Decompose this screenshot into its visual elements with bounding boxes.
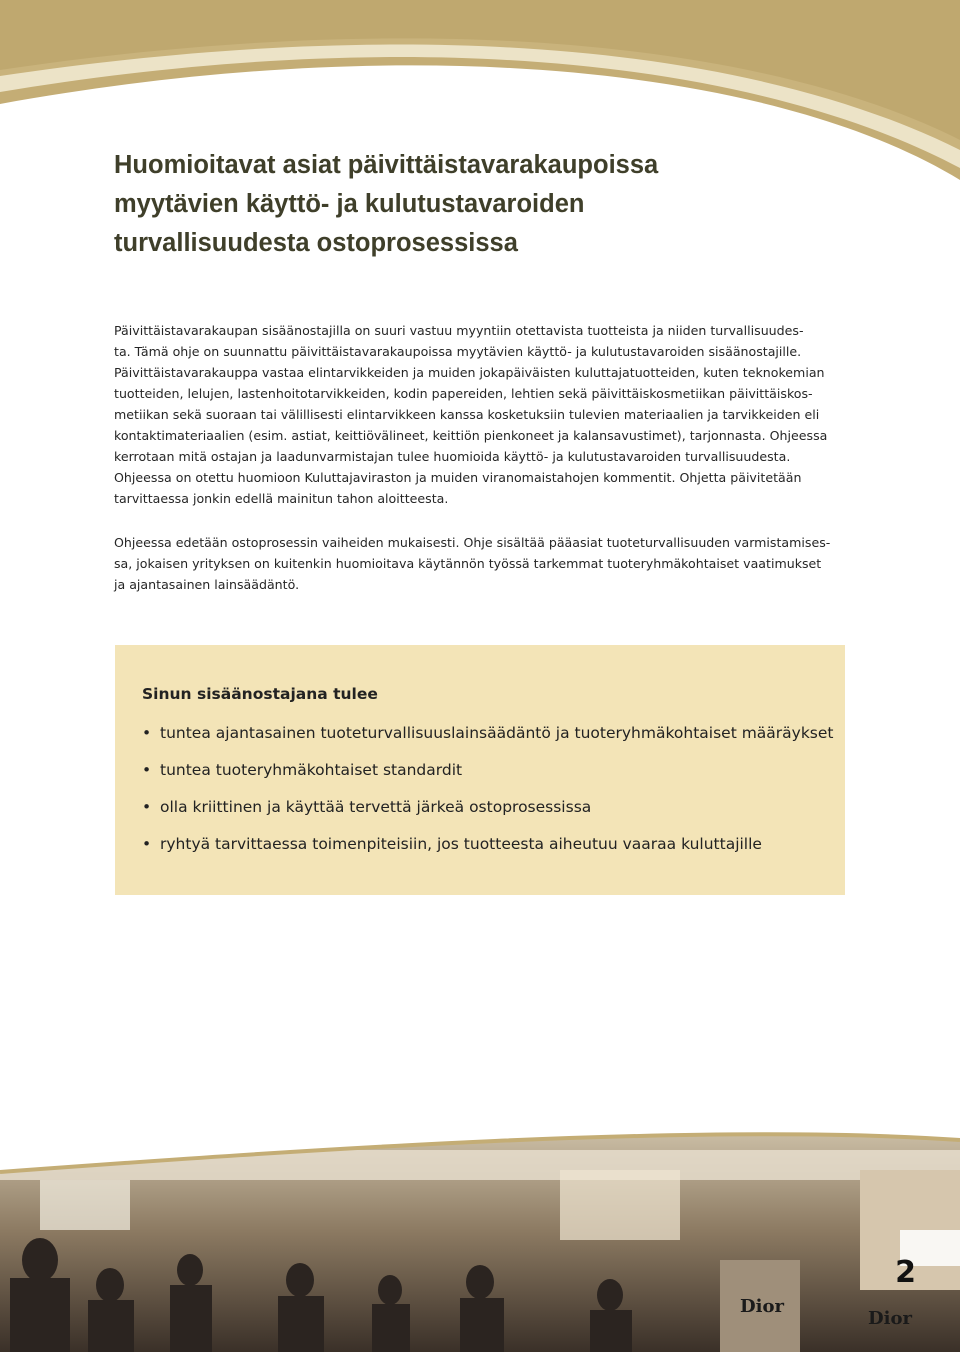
list-item-text: tuntea ajantasainen tuoteturvallisuuslainsäädäntö ja tuoteryhmäkohtaiset määräykset: [160, 724, 834, 742]
text-line: Päivittäistavarakauppa vastaa elintarvikkeiden ja muiden jokapäiväisten kuluttajatuotteiden, kuten teknokemian: [114, 365, 825, 380]
text-line: tuotteiden, lelujen, lastenhoitotarvikkeiden, kodin papereiden, lehtien sekä päivittäiskosmetiikan päivittäiskos-: [114, 386, 813, 401]
requirements-list: [142, 721, 834, 869]
buyer-requirements-box: [115, 645, 845, 895]
list-item: [142, 758, 834, 795]
text-line: ja ajantasainen lainsäädäntö.: [114, 577, 300, 592]
store-sign-text: Dior: [740, 1296, 784, 1317]
text-line: kontaktimateriaalien (esim. astiat, keittiövälineet, keittiön pienkoneet ja kalansavustimet), tarjonnasta. Ohjeessa: [114, 428, 828, 443]
text-line: sa, jokaisen yrityksen on kuitenkin huomioitava käytännön työssä tarkemmat tuoteryhmäkohtaiset vaatimukset: [114, 556, 822, 571]
store-photo: [0, 1110, 960, 1352]
text-line: Päivittäistavarakaupan sisäänostajilla on suuri vastuu myyntiin otettavista tuotteista ja niiden turvallisuudes-: [114, 323, 804, 338]
text-line: Ohjeessa on otettu huomioon Kuluttajaviraston ja muiden viranomaistahojen kommentit. Ohjetta päivitetään: [114, 470, 802, 485]
list-item-text: ryhtyä tarvittaessa toimenpiteisiin, jos tuotteesta aiheutuu vaaraa kuluttajille: [160, 835, 762, 853]
list-item: [142, 721, 834, 758]
list-item-text: tuntea tuoteryhmäkohtaiset standardit: [160, 761, 463, 779]
page-number: 2: [895, 1255, 916, 1290]
bullet-icon: •: [142, 761, 152, 779]
page-title: [114, 146, 814, 263]
bullet-icon: •: [142, 724, 152, 742]
list-item: [142, 795, 834, 832]
text-line: ta. Tämä ohje on suunnattu päivittäistavarakaupoissa myytävien käyttö- ja kulutustavaroiden sisäänostajille.: [114, 344, 802, 359]
list-item-text: olla kriittinen ja käyttää tervettä järkeä ostoprosessissa: [160, 798, 592, 816]
callout-heading: Sinun sisäänostajana tulee: [142, 685, 378, 703]
title-line: myytävien käyttö- ja kulutustavaroiden: [114, 190, 585, 218]
text-line: metiikan sekä suoraan tai välillisesti elintarvikkeen kanssa kosketuksiin tulevien materiaalien ja tarvikkeiden eli: [114, 407, 820, 422]
text-line: tarvittaessa jonkin edellä mainitun tahon aloitteesta.: [114, 491, 449, 506]
bullet-icon: •: [142, 835, 152, 853]
text-line: kerrotaan mitä ostajan ja laadunvarmistajan tulee huomioida käyttö- ja kulutustavaroiden turvallisuudesta.: [114, 449, 791, 464]
text-line: Ohjeessa edetään ostoprosessin vaiheiden mukaisesti. Ohje sisältää pääasiat tuoteturvallisuuden varmistamises-: [114, 535, 831, 550]
store-sign-text: Dior: [868, 1308, 912, 1329]
process-paragraph: [114, 532, 849, 595]
list-item: [142, 832, 834, 869]
title-line: Huomioitavat asiat päivittäistavarakaupoissa: [114, 151, 659, 179]
bullet-icon: •: [142, 798, 152, 816]
title-line: turvallisuudesta ostoprosessissa: [114, 229, 518, 257]
intro-paragraph: [114, 320, 849, 509]
